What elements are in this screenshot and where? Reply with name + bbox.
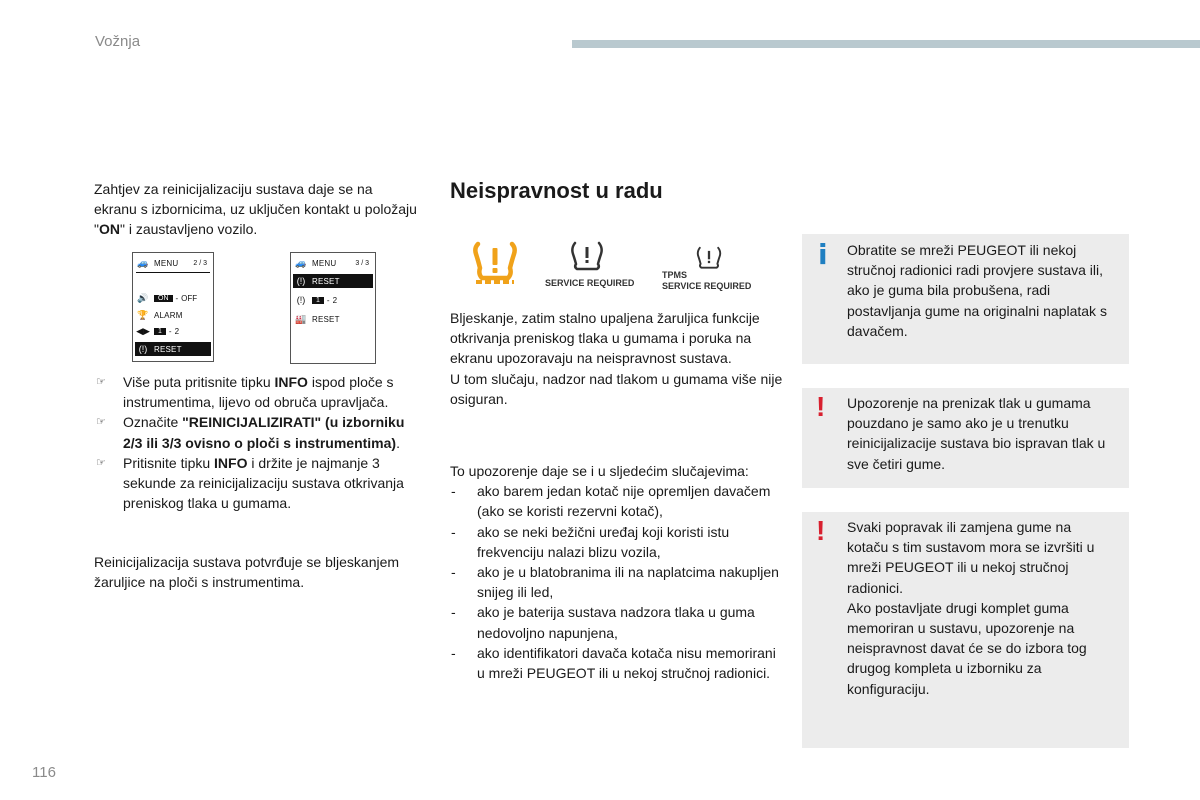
page-number: 116 <box>32 764 56 781</box>
cases-intro: To upozorenje daje se i u sljedećim slučajevima: <box>450 463 749 479</box>
alarm-icon: 🏆 <box>137 309 149 320</box>
menu-row-tpms: (!) 1 - 2 <box>293 293 373 307</box>
pointing-hand-icon: ☞ <box>96 416 106 429</box>
service-required-label: SERVICE REQUIRED <box>545 278 635 288</box>
menu-row-reset-highlighted: (!) RESET <box>293 274 373 288</box>
tpms-tire-icon <box>696 244 722 270</box>
arrows-icon: ◀▶ <box>136 325 150 336</box>
warning-note-pressure-text: Upozorenje na prenizak tlak u gumama pouzdano je samo ako je u trenutku reinicijalizacije sustava bio ispravan tlak u sve četiri gume. <box>847 395 1106 472</box>
info-note <box>802 234 1129 364</box>
warning-note-repair-text: Svaki popravak ili zamjena gume na kotaču s tim sustavom mora se izvršiti u mreži PEUGEOT ili u nekoj stručnoj radionici. Ako postavljate drugi komplet guma memoriran u sustavu, upozorenje na neispravnost davat će se do izbora tog drugog kompleta u izborniku za konfiguraciju. <box>847 519 1095 697</box>
menu-row-sound: 🔊 ON - OFF <box>135 291 211 305</box>
header-bar <box>572 40 1200 48</box>
menu-row-nav: ◀▶ 1 - 2 <box>136 325 180 336</box>
step-item: ☞ Označite "REINICIJALIZIRATI" (u izborniku 2/3 ili 3/3 ovisno o ploči s instrumentima). <box>96 414 405 451</box>
menu-header: 🚙 MENU 2 / 3 <box>135 256 211 270</box>
car-icon: 🚙 <box>295 257 307 268</box>
warning-note-repair <box>802 512 1129 748</box>
malfunction-paragraph: Bljeskanje, zatim stalno upaljena žaruljica funkcije otkrivanja preniskog tlaka u gumama i poruka na ekranu upozoravaju na neispravnost sustava. <box>450 310 760 367</box>
menu-row-reset-highlighted: (!) RESET <box>135 342 211 356</box>
list-item: - ako se neki bežični uređaj koji koristi istu frekvenciju nalazi blizu vozila, <box>451 523 730 560</box>
step-item: ☞ Više puta pritisnite tipku INFO ispod ploče s instrumentima, lijevo od obruča upravljača. <box>96 374 394 411</box>
list-item: - ako je u blatobranima ili na naplatcima nakupljen snijeg ili led, <box>451 564 779 601</box>
menu-row-alarm: 🏆 ALARM <box>135 308 211 322</box>
pointing-hand-icon: ☞ <box>96 376 106 388</box>
list-item: - ako identifikatori davača kotača nisu memorirani u mreži PEUGEOT ili u nekoj stručnoj radionici. <box>451 644 776 682</box>
menu-screen-2-of-3 <box>132 252 214 362</box>
exclamation-icon: ! <box>816 515 826 546</box>
list-item: - ako je baterija sustava nadzora tlaka u guma nedovoljno napunjena, <box>451 604 755 641</box>
tpms-service-required-label: SERVICE REQUIRED <box>662 281 752 291</box>
pointing-hand-icon: ☞ <box>96 456 106 469</box>
closing-paragraph: Reinicijalizacija sustava potvrđuje se bljeskanjem žaruljice na ploči s instrumentima. <box>94 554 400 591</box>
tire-pressure-icon: (!) <box>138 344 148 354</box>
cases-section <box>450 461 785 683</box>
tire-pressure-icon: (!) <box>296 276 306 286</box>
menu-header: 🚙 MENU 3 / 3 <box>293 256 373 270</box>
malfunction-consequence: U tom slučaju, nadzor nad tlakom u gumama više nije osiguran. <box>450 370 783 407</box>
menu-screen-3-of-3 <box>290 252 376 364</box>
factory-icon: 🏭 <box>295 313 307 324</box>
tire-pressure-warning-icon <box>472 238 518 286</box>
speaker-icon: 🔊 <box>137 292 149 303</box>
car-icon: 🚙 <box>137 257 149 268</box>
warning-note-pressure <box>802 388 1129 488</box>
menu-divider <box>136 272 210 273</box>
warning-lamps <box>466 236 766 300</box>
info-note-text: Obratite se mreži PEUGEOT ili nekoj stručnoj radionici radi provjere sustava ili, ako je guma bila probušena, radi postavljanja gume na originalni naplatak s davačem. <box>847 242 1107 339</box>
tpms-label: TPMS <box>662 270 688 280</box>
service-tire-icon <box>570 238 604 272</box>
step-item: ☞ Pritisnite tipku INFO i držite je najmanje 3 sekunde za reinicijalizaciju sustava otkrivanja preniskog tlaka u gumama. <box>96 454 404 512</box>
section-title: Vožnja <box>95 33 141 50</box>
info-icon: i <box>818 238 828 271</box>
menu-row-factory: 🏭 RESET <box>293 312 373 326</box>
cases-list <box>450 481 785 683</box>
steps-list <box>94 372 424 513</box>
exclamation-icon: ! <box>816 391 826 422</box>
intro-paragraph: Zahtjev za reinicijalizaciju sustava daje se na ekranu s izbornicima, uz uključen kontakt u položaju "ON" i zaustavljeno vozilo. <box>94 181 417 238</box>
malfunction-description <box>450 308 785 409</box>
tire-pressure-icon: (!) <box>296 295 306 305</box>
section-heading: Neispravnost u radu <box>450 178 663 203</box>
list-item: - ako barem jedan kotač nije opremljen davačem (ako se koristi rezervni kotač), <box>451 483 771 520</box>
